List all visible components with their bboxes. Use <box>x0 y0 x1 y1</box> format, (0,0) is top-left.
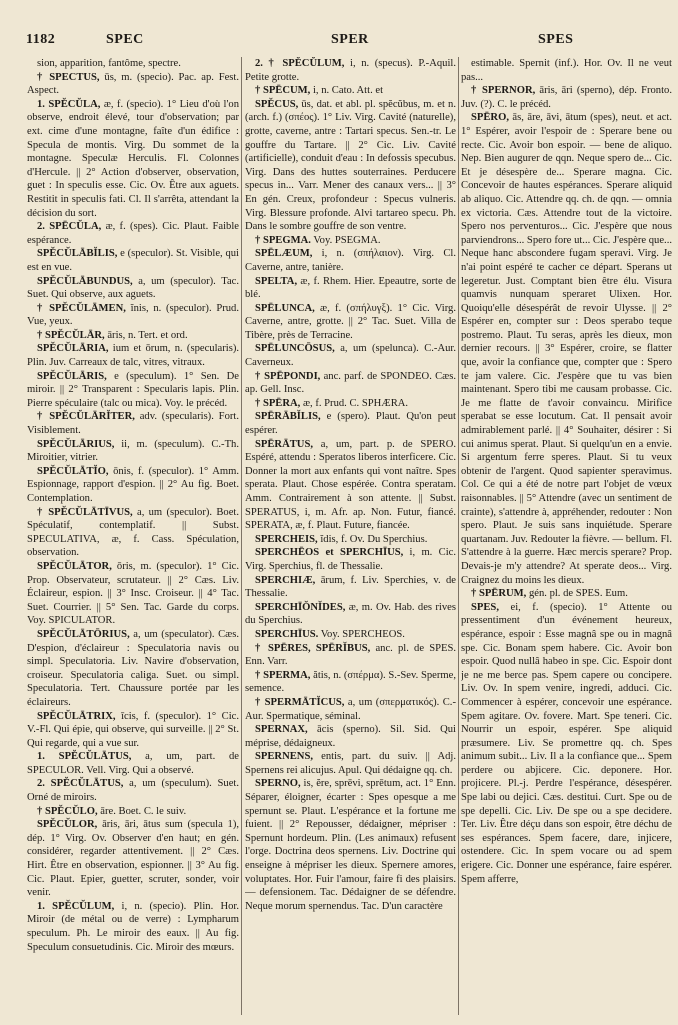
entry-headword: 2. † SPĔCŬLUM, <box>255 58 345 69</box>
entry-definition: entis, part. du suiv. || Adj. Spernens rei alicujus. Apul. Qui dédaigne qq. ch. <box>245 751 456 776</box>
dictionary-entry <box>27 438 239 465</box>
entry-definition: a, um (spelunca). C.-Aur. Caverneux. <box>245 343 456 369</box>
dictionary-entry <box>27 750 239 777</box>
dictionary-entry <box>27 247 239 274</box>
column-divider-left <box>241 57 242 1015</box>
dictionary-entry <box>27 71 239 98</box>
entry-definition: adv. (specularis). Fort. Visiblement. <box>27 411 239 437</box>
entry-definition: a, um (σπερματικός). C.-Aur. Spermatique, séminal. <box>245 696 456 722</box>
entry-definition: sion, apparition, fantôme, spectre. <box>37 58 181 69</box>
entry-headword: † SPĒRES, SPĒRĬBUS, <box>255 642 371 654</box>
entry-headword: SPĔCŬLĀTOR, <box>37 560 112 572</box>
dictionary-entry <box>245 397 456 411</box>
entry-headword: SPERCHĪŎNĬDES, <box>255 601 346 613</box>
entry-definition: æ, f. (specio). 1° Lieu d'où l'on observe, endroit élevé, tour d'observation; par ext. cime d'une montagne, faîte d'un édifice : Specula de montis. Virg. Du sommet de la montagne. Speculæ Herculis. Fl. Colonnes d'Hercule. || 2° Action d'observer, observation, guet : In speculis esse. Cic. Ov. Être aux aguets. Restitit in speculis fati. Cl. Il s'arrêta, attendant la décision du sort. <box>27 98 239 219</box>
entry-headword: † SPĔCŬLĀMEN, <box>37 302 126 314</box>
entry-definition: ium et ōrum, n. (specularis). Plin. Juv. Carreaux de talc, vitres, vitraux. <box>27 343 239 369</box>
dictionary-entry <box>27 302 239 329</box>
entry-definition: ĭnis, n. (speculor). Prud. Vue, yeux. <box>27 302 239 328</box>
entry-headword: SPĔCŬLĀRIUS, <box>37 438 115 450</box>
entry-headword: SPĔCUS, <box>255 98 299 110</box>
dictionary-entry <box>461 57 672 84</box>
entry-definition: Voy. PSEGMA. <box>310 234 381 246</box>
entry-headword: SPĔCŬLĀBUNDUS, <box>37 275 133 287</box>
dictionary-entry <box>245 247 456 274</box>
dictionary-entry <box>245 410 456 437</box>
entry-definition: ārum, f. Liv. Sperchies, v. de Thessalie. <box>245 574 456 600</box>
entry-definition: e (speculor). St. Visible, qui est en vue. <box>27 248 239 273</box>
entry-definition: anc. parf. de SPONDEO. Cæs. ap. Gell. Insc. <box>245 370 456 396</box>
entry-headword: 1. SPĔCŬLĀTUS, <box>37 751 132 763</box>
entry-headword: † SPERMA, <box>255 669 311 681</box>
entry-headword: SPĒLUNCA, <box>255 302 315 314</box>
entry-headword: SPERCHIÆ, <box>255 574 316 586</box>
entry-headword: SPERCHĒOS et SPERCHĪUS, <box>255 547 404 559</box>
entry-definition: āris, n. Tert. et ord. <box>104 329 188 341</box>
dictionary-entry <box>27 465 239 506</box>
entry-headword: 2. SPĔCŬLĀTUS, <box>37 778 124 790</box>
entry-definition: ōnis, f. (speculor). 1° Amm. Espionnage, rapport d'espion. || 2° Au fig. Boet. Contemplation. <box>27 465 239 504</box>
entry-definition: æ, f. (σπήλυγξ). 1° Cic. Virg. Caverne, antre, grotte. || 2° Tac. Suet. Villa de Tibère, près de Terracine. <box>245 302 456 341</box>
column-middle <box>245 57 456 1017</box>
dictionary-entry <box>245 275 456 302</box>
entry-headword: SPERCHEIS, <box>255 533 318 545</box>
entry-headword: SPĒLÆUM, <box>255 248 313 260</box>
entry-headword: SPĒRĀTUS, <box>255 438 313 450</box>
dictionary-entry <box>245 750 456 777</box>
entry-headword: SPĔCŬLOR, <box>37 819 98 831</box>
entry-headword: SPELTA, <box>255 275 298 287</box>
entry-definition: āris, āri (sperno), dép. Fronto. Juv. (?). C. le précéd. <box>461 85 672 110</box>
dictionary-entry <box>245 302 456 343</box>
entry-definition: ūs, m. (specio). Pac. ap. Fest. Aspect. <box>27 71 239 97</box>
entry-definition: a, um (speculor). Tac. Suet. Qui observe, aux aguets. <box>27 275 239 301</box>
dictionary-entry <box>27 900 239 954</box>
entry-headword: SPĒRĀBĬLIS, <box>255 411 321 423</box>
dictionary-entry <box>27 342 239 369</box>
entry-headword: SPERNAX, <box>255 724 308 736</box>
entry-definition: i, m. Cic. Virg. Sperchius, fl. de Thessalie. <box>245 547 456 572</box>
entry-headword: † SPĔCŬLĀRĬTER, <box>37 411 135 423</box>
dictionary-entry <box>245 669 456 696</box>
entry-definition: i, n. (specus). P.-Aquil. Petite grotte. <box>245 58 456 83</box>
dictionary-entry <box>245 642 456 669</box>
dictionary-entry <box>245 546 456 573</box>
entry-definition: i, n. (σπήλαιον). Virg. Cl. Caverne, antre, tanière. <box>245 248 456 273</box>
entry-definition: æ, f. Rhem. Hier. Epeautre, sorte de blé. <box>245 275 456 301</box>
entry-headword: 2. SPĒCŬLA, <box>37 221 102 233</box>
center-running-head: SPER <box>331 32 369 47</box>
entry-definition: i, n. Cato. Att. et <box>310 85 384 97</box>
dictionary-entry <box>245 342 456 369</box>
dictionary-entry <box>27 220 239 247</box>
right-running-head: SPES <box>538 32 574 47</box>
column-left <box>27 57 239 1017</box>
entry-definition: anc. pl. de SPES. Enn. Varr. <box>245 642 456 668</box>
dictionary-entry <box>245 84 456 98</box>
entry-headword: † SPĒRUM, <box>471 588 527 600</box>
dictionary-entry <box>245 723 456 750</box>
entry-headword: SPĒRO, <box>471 112 509 124</box>
dictionary-entry <box>245 533 456 547</box>
dictionary-entry <box>27 777 239 804</box>
dictionary-entry <box>27 57 239 71</box>
dictionary-entry <box>245 628 456 642</box>
dictionary-entry <box>461 587 672 601</box>
dictionary-entry <box>245 574 456 601</box>
entry-headword: † SPERNOR, <box>471 85 536 97</box>
dictionary-entry <box>461 84 672 111</box>
entry-headword: SPĔCŬLĀTRIX, <box>37 710 116 722</box>
entry-definition: a, um, part. de SPECULOR. Vell. Virg. Qui a observé. <box>27 751 239 776</box>
left-running-head: SPEC <box>106 32 144 47</box>
entry-definition: gén. pl. de SPES. Eum. <box>526 588 628 600</box>
column-divider-right <box>458 57 459 1015</box>
entry-headword: † SPĒCUM, <box>255 85 311 97</box>
dictionary-entry <box>27 710 239 751</box>
entry-definition: is, ĕre, sprēvi, sprētum, act. 1° Enn. Séparer, éloigner, écarter : Spes opesque a me spernunt se. Plaut. L'espérance et la fortune me fuient. || 2° Repousser, dédaigner, mépriser : Spernunt hordeum. Plin. (Les animaux) refusent l'orge. Doctrina deos spernens. Liv. Doctrine qui enseigne à mépriser les dieux. Spernere amores, voluptates. Hor. Fuir l'amour, faire fi des plaisirs. — defensionem. Tac. Dédaigner de se défendre. Neque morum spernendus. Tac. D'un caractère <box>245 778 456 912</box>
entry-definition: estimable. Spernit (inf.). Hor. Ov. Il ne veut pas... <box>461 58 672 83</box>
dictionary-entry <box>27 98 239 220</box>
entry-definition: æ, f. Prud. C. SPHÆRA. <box>300 397 409 409</box>
column-right <box>461 57 672 1017</box>
entry-definition: ii, m. (speculum). C.-Th. Miroitier, vitrier. <box>27 438 239 464</box>
entry-headword: SPĒLUNCŌSUS, <box>255 343 335 355</box>
entry-headword: SPĔCŬLĀBĬLIS, <box>37 248 118 260</box>
entry-headword: SPERNENS, <box>255 751 313 763</box>
entry-headword: SPERNO, <box>255 778 301 790</box>
entry-headword: † SPĔCŬLO, <box>37 805 98 817</box>
entry-definition: ătis, n. (σπέρμα). S.-Sev. Sperme, semence. <box>245 669 456 695</box>
dictionary-entry <box>27 818 239 900</box>
dictionary-entry <box>27 628 239 710</box>
entry-definition: īcis, f. (speculor). 1° Cic. V.-Fl. Qui épie, qui observe, qui surveille. || 2° St. Qui regarde, qui a vue sur. <box>27 710 239 749</box>
dictionary-entry <box>245 370 456 397</box>
dictionary-entry <box>27 370 239 411</box>
entry-headword: 1. SPĔCŬLA, <box>37 98 101 110</box>
entry-definition: e (speculum). 1° Sen. De miroir. || 2° Transparent : Specularis lapis. Plin. Pierre spéculaire (talc ou mica). Voy. le précéd. <box>27 370 239 409</box>
entry-headword: † SPEGMA. <box>255 234 311 246</box>
entry-headword: † SPĒPONDI, <box>255 370 321 382</box>
entry-headword: † SPECTUS, <box>37 71 100 83</box>
entry-definition: ās, āre, āvi, ātum (spes), neut. et act. 1° Espérer, avoir l'espoir de : Sperare bene ou recte. Cic. Avoir bon espoir. — bene de aliquo. Nep. Bien augurer de qqn. Neque spero de... Cic. Et je désespère de... Sperare magna. Cic. Concevoir de hautes espérances. Sperare aliquid ab aliquo. Cic. Attendre qq. ch. de qqn. — omnia ex victoria. Cæs. Attendre tout de la victoire. Spero nos perventuros... Cic. J'espère que nous parviendrons... Spero fore ut... Cic. J'espère que... Neque hanc abscondere fugam speravi. Virg. Je n'ai point espéré te cacher ce départ. Sperans ut legeretur. Just. Comptant bien être élu. Visura quamvis nunquam speraret Ulixen. Hor. Quoiqu'elle désespérât de revoir Ulysse. || 2° Espérer en, compter sur : Deos sperabo teque postremo. Plaut. Tu seras, après les dieux, mon dernier recours. || 3° Espérer, croire, se flatter que, avoir la confiance que, compter que : Spero te jam valere. Cic. J'espère que tu vas bien maintenant. Spero tibi me causam probasse. Cic. Je me flatte de t'avoir convaincu. Mirifice sperabat se esse locutum. Cat. Il pensait avoir admirablement parlé. || 4° Souhaiter, désirer : Si cui animus sperat. Plaut. Si quelqu'un en a envie. Si argentum ferre speres. Plaut. Si tu veux obtenir de l'argent. Quod sapienter speravimus. Col. Ce qui a été de notre part l'objet de vœux raisonnables. || 5° Attendre (avec un sentiment de crainte), s'attendre à, appréhender, redouter : Non spero. Plaut. Je suis sans inquiétude. Sperare quartanam. Juv. Redouter la fièvre. — bellum. Fl. S'attendre à la guerre. Hæc mercis sperare? Prop. Devais-je m'y attendre? At sperate deos... Virg. Craignez du moins les dieux. <box>461 112 672 586</box>
dictionary-entry <box>245 777 456 913</box>
entry-headword: SPĔCŬLĀTĬO, <box>37 465 109 477</box>
entry-definition: æ, m. Ov. Hab. des rives du Sperchius. <box>245 601 456 627</box>
entry-headword: SPĔCŬLĀRIA, <box>37 343 109 355</box>
dictionary-entry <box>461 601 672 886</box>
entry-headword: † SPĒRA, <box>255 397 301 409</box>
dictionary-entry <box>245 438 456 533</box>
dictionary-entry <box>245 57 456 84</box>
entry-definition: a, um (speculum). Suet. Orné de miroirs. <box>27 778 239 804</box>
dictionary-entry <box>461 111 672 587</box>
running-header <box>26 32 668 52</box>
entry-definition: āre. Boet. C. le suiv. <box>97 805 187 817</box>
dictionary-entry <box>27 805 239 819</box>
entry-definition: Voy. SPERCHEOS. <box>318 628 405 640</box>
entry-definition: ācis (sperno). Sil. Sid. Qui méprise, dédaigneux. <box>245 724 456 749</box>
dictionary-entry <box>245 98 456 234</box>
entry-definition: ōris, m. (speculor). 1° Cic. Prop. Observateur, scrutateur. || 2° Cæs. Liv. Éclaireur, espion. || 3° Insc. Croiseur. || 4° Tac. Suet. Courrier. || 5° Sen. Tac. Garde du corps. Voy. SPICULATOR. <box>27 560 239 627</box>
entry-definition: āris, āri, ātus sum (specula 1), dép. 1° Virg. Ov. Observer d'en haut; en gén. considérer, regarder attentivement. || 2° Cæs. Hirt. Être en observation, espionner. || 3° Au fig. Cic. Plaut. Epier, guetter, scruter, sonder, voir venir. <box>27 819 239 899</box>
entry-headword: SPES, <box>471 601 499 613</box>
entry-headword: † SPERMĀTĬCUS, <box>255 696 345 708</box>
entry-headword: SPĔCŬLĀTŌRIUS, <box>37 628 130 640</box>
entry-headword: SPĔCŬLĀRIS, <box>37 370 107 382</box>
dictionary-entry <box>245 601 456 628</box>
entry-definition: ei, f. (specio). 1° Attente ou pressentiment d'un événement heureux, espérance, espoir : Esse magnâ spe ou in magnâ spe. Cic. Bonam spem habere. Cic. Avoir bon espoir. Quod nullâ habeo in spe. Cic. Espoir dont je ne me berce pas. Spem capere ou concipere. Liv. Ov. In spem venire, ingredi, adduci. Cic. Commencer à espérer, concevoir une espérance. Spem agitare. Ov. fovere. Mart. Spe teneri. Cic. Nourrir un espoir, espérer. Spe aliquid præsumere. Liv. Se promettre qq. ch. Spes animum subit... Liv. Il a la confiance que... Spem perdere ou abjicere. Cic. deponere. Hor. projicere. Pl.-j. Perdre l'espérance, désespérer. Spe labi ou dejici. Cæs. destitui. Curt. Spe ou de spe depelli. Cic. Liv. De spe ou a spe decidere. Ter. Liv. Être déçu dans son espoir, être déchu de ses espérances. Spem facere, dare, injicere, ostendere. Cic. In spem vocare ou ad spem erigere. Cic. Donner une espérance, faire espérer. Spem afferre, <box>461 601 672 885</box>
entry-definition: e (spero). Plaut. Qu'on peut espérer. <box>245 411 456 437</box>
dictionary-entry <box>27 506 239 560</box>
entry-definition: ūs, dat. et abl. pl. spĕcŭbus, m. et n. (arch. f.) (σπέος). 1° Liv. Virg. Cavité (naturelle), grotte, caverne, antre : Tartari specus. Sen.-tr. Le gouffre du Tartare. || 2° Cic. Liv. Cavité (artificielle), conduit d'eau : In defossis specubus. Virg. Dans des huttes souterraines. Perducere specus in... Varr. Mener des canaux vers... || 3° En gén. Creux, profondeur : Specus vulneris. Virg. Blessure profonde. Alvi tartareo specu. Ph. Dans le sombre gouffre de son ventre. <box>245 98 456 233</box>
entry-definition: a, um, part. p. de SPERO. Espéré, attendu : Speratos liberos interficere. Cic. Donner la mort aux enfants qui vont naître. Spes sperata. Plaut. Chose espérée. Contra speratam. Amm. Contrairement à son attente. || Subst. SPERATUS, i, m. Afr. ap. Non. Futur, fiancé. SPERATA, æ, f. Plaut. Future, fiancée. <box>245 438 456 532</box>
entry-definition: a, um (speculor). Boet. Spéculatif, contemplatif. || Subst. SPECULATIVA, æ, f. Cass. Spéculation, observation. <box>27 506 239 559</box>
page-number: 1182 <box>26 32 56 47</box>
dictionary-entry <box>245 234 456 248</box>
entry-definition: i, n. (specio). Plin. Hor. Miroir (de métal ou de verre) : Lympharum speculum. Ph. Le miroir des eaux. || Au fig. Speculum consuetudinis. Cic. Miroir des mœurs. <box>27 900 239 953</box>
dictionary-entry <box>27 410 239 437</box>
entry-definition: æ, f. (spes). Cic. Plaut. Faible espérance. <box>27 221 239 246</box>
entry-headword: SPERCHĪUS. <box>255 628 319 640</box>
entry-headword: † SPĔCŬLĀTĪVUS, <box>37 506 133 518</box>
entry-headword: 1. SPĔCŬLUM, <box>37 900 115 912</box>
entry-definition: ĭdis, f. Ov. Du Sperchius. <box>317 533 428 545</box>
dictionary-entry <box>27 329 239 343</box>
dictionary-entry <box>27 275 239 302</box>
entry-definition: a, um (speculator). Cæs. D'espion, d'éclaireur : Speculatoria navis ou simpl. Speculatoria. Liv. Navire d'observation, croiseur. Speculatoria caliga. Suet. ou simpl. Speculatoria. Tert. Chaussure portée par les éclaireurs. <box>27 628 239 708</box>
entry-headword: † SPĔCŬLĀR, <box>37 329 105 341</box>
dictionary-entry <box>245 696 456 723</box>
dictionary-entry <box>27 560 239 628</box>
